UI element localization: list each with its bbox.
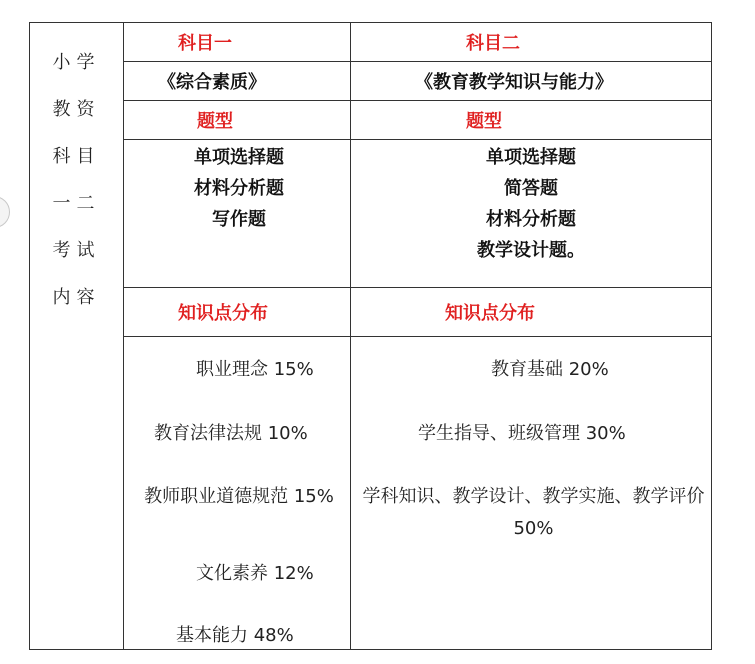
subject1-heading-cell xyxy=(124,23,351,62)
exam-content-table xyxy=(29,22,712,650)
subject2-heading-cell xyxy=(351,23,712,62)
subject1-dist-heading-cell xyxy=(124,288,351,337)
subject1-types-cell xyxy=(124,140,351,288)
side-title-cell xyxy=(30,23,124,650)
subject2-dist-item: 学科知识、教学设计、教学实施、教学评价 50% xyxy=(362,486,705,539)
subject1-types-heading-cell xyxy=(124,101,351,140)
subject1-dist-item: 基本能力 48% xyxy=(176,625,294,646)
side-title-line: 教资 xyxy=(52,99,101,120)
side-title-line: 一二 xyxy=(52,193,101,214)
subject2-heading: 科目二 xyxy=(466,33,520,54)
subject1-dist-item: 职业理念 15% xyxy=(196,359,314,380)
subject2-type-item: 材料分析题 xyxy=(486,209,576,230)
subject2-dist-heading-cell xyxy=(351,288,712,337)
subject1-dist-item: 教育法律法规 10% xyxy=(154,423,308,444)
subject1-name: 《综合素质》 xyxy=(158,72,266,93)
subject2-type-item: 教学设计题。 xyxy=(477,240,585,261)
subject2-dist-cell xyxy=(351,337,712,650)
subject1-dist-item: 教师职业道德规范 15% xyxy=(144,486,334,507)
subject2-dist-item: 学生指导、班级管理 30% xyxy=(418,423,626,444)
subject2-types-heading-cell xyxy=(351,101,712,140)
subject2-dist-item: 教育基础 20% xyxy=(491,359,609,380)
subject1-type-item: 单项选择题 xyxy=(194,147,284,168)
subject1-dist-heading: 知识点分布 xyxy=(178,303,268,324)
subject1-heading: 科目一 xyxy=(178,33,232,54)
side-title-line: 科目 xyxy=(52,146,101,167)
subject2-types-cell xyxy=(351,140,712,288)
subject2-name: 《教育教学知识与能力》 xyxy=(415,72,613,93)
subject2-name-cell xyxy=(351,62,712,101)
subject1-type-item: 写作题 xyxy=(212,209,266,230)
subject2-type-item: 简答题 xyxy=(504,178,558,199)
subject1-name-cell xyxy=(124,62,351,101)
side-title-line: 小学 xyxy=(52,52,101,73)
subject2-dist-heading: 知识点分布 xyxy=(445,303,535,324)
side-title-line: 考试 xyxy=(52,240,101,261)
subject2-type-item: 单项选择题 xyxy=(486,147,576,168)
subject1-type-item: 材料分析题 xyxy=(194,178,284,199)
side-title-line: 内容 xyxy=(52,287,101,308)
subject2-types-heading: 题型 xyxy=(466,111,502,132)
subject1-dist-cell xyxy=(124,337,351,650)
subject1-types-heading: 题型 xyxy=(197,111,233,132)
scroll-handle[interactable] xyxy=(0,196,10,228)
subject1-dist-item: 文化素养 12% xyxy=(196,563,314,584)
